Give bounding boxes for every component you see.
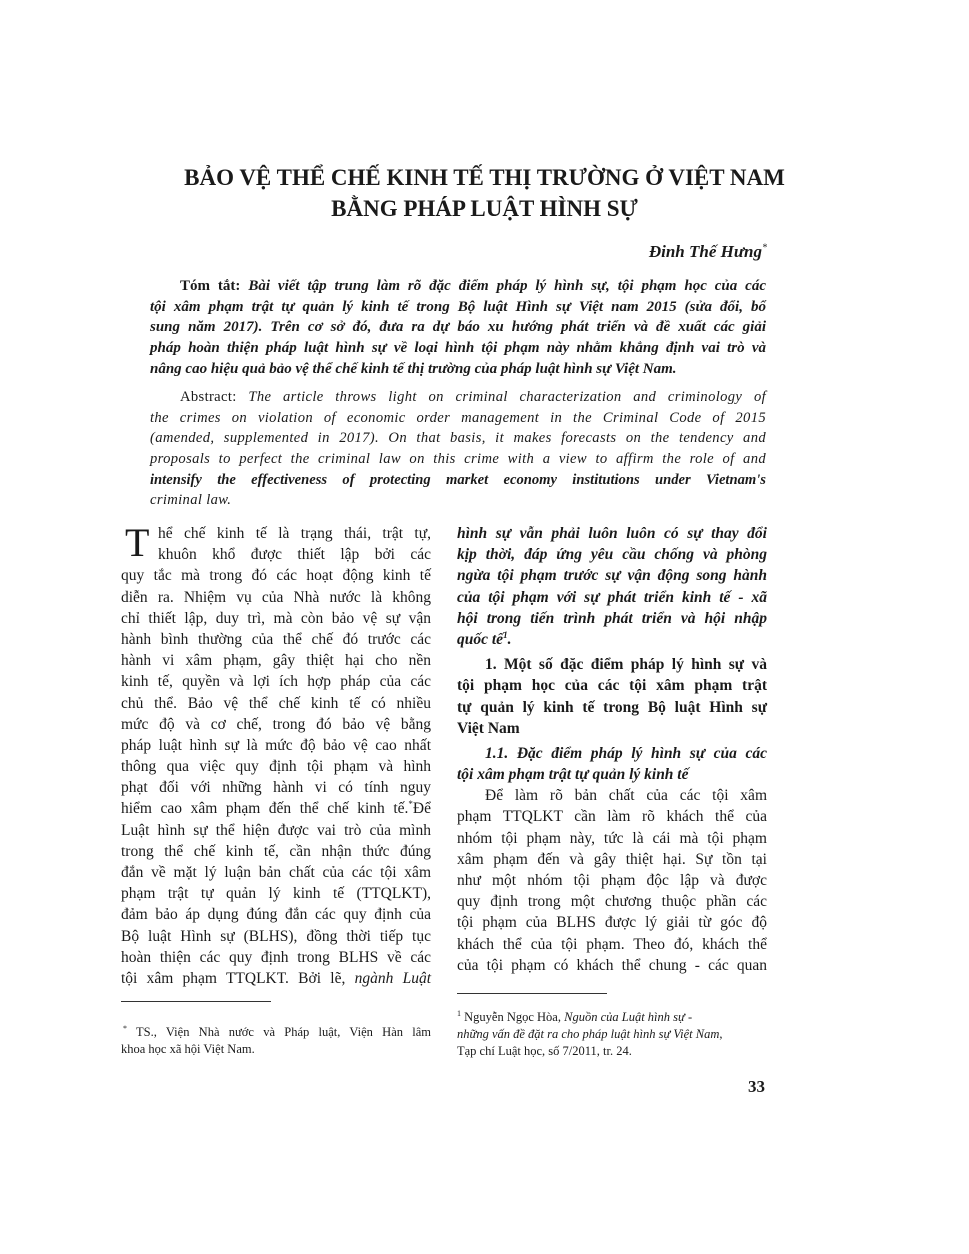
body-line: hiểm cao xâm phạm đến thể chế kinh tế.*Để bbox=[121, 799, 431, 818]
section-heading-1: Việt Nam bbox=[457, 719, 520, 737]
abstract-vn-line: sung năm 2017). Trên cơ sở đó, đưa ra dự báo xu hướng phát triển và đề xuất các giải bbox=[150, 319, 766, 336]
abstract-vn-label: Tóm tắt: bbox=[180, 278, 241, 294]
body-line: hành bình thường của thể chế đó trước các bbox=[121, 630, 431, 648]
body-line: hình sự vẫn phải luôn luôn có sự thay đổi bbox=[457, 525, 767, 542]
body-line: trong thể chế kinh tế, cần nhận thức đúng bbox=[121, 842, 431, 860]
body-line: kinh tế, quyền và lợi ích hợp pháp của các bbox=[121, 673, 431, 691]
body-line: chủ thể. Bảo vệ thể chế kinh tế có nhiều bbox=[121, 694, 431, 712]
abstract-vn-line: tội xâm phạm trật tự quản lý kinh tế trong Bộ luật Hình sự Việt nam 2015 (sửa đổi, bổ bbox=[150, 298, 766, 315]
body-line: phạm trật tự quản lý kinh tế (TTQLKT), bbox=[121, 885, 431, 903]
abstract-vn-line: nâng cao hiệu quả bảo vệ thể chế kinh tế thị trường của pháp luật hình sự Việt Nam. bbox=[150, 360, 677, 377]
footnote-ref-mark: * bbox=[408, 799, 413, 810]
body-line: đảm bảo áp dụng đúng đắn các quy định của bbox=[121, 906, 431, 924]
drop-cap: T bbox=[125, 520, 150, 565]
subsection-heading: tội xâm phạm trật tự quản lý kinh tế bbox=[457, 766, 689, 784]
body-line: của tội phạm có khách thể chung - các quan bbox=[457, 956, 767, 974]
body-line: diễn ra. Nhiệm vụ của Nhà nước là không bbox=[121, 588, 431, 606]
abstract-en-line: (amended, supplemented in 2017). On that basis, it makes forecasts on the tendency and bbox=[150, 430, 766, 447]
abstract-vn-line: Tóm tắt: Bài viết tập trung làm rõ đặc điểm pháp lý hình sự, tội phạm học của các bbox=[180, 278, 766, 294]
author bbox=[649, 242, 767, 262]
body-line: hoàn thiện các quy định trong BLHS về các bbox=[121, 948, 431, 966]
body-line: như một nhóm tội phạm độc lập và được bbox=[457, 872, 767, 889]
body-line: thông qua việc quy định tội phạm và hình bbox=[121, 758, 431, 776]
abstract-en-line: the crimes on violation of economic order management in the Criminal Code of 2015 bbox=[150, 409, 766, 426]
footnote-right: $^1$ Nguyễn Ngọc Hòa, Nguồn của Luật hình sự - những vấn đề đặt ra cho pháp luật hình sự Việt Nam, Tạp chí Luật học, số 7/2011, tr. 24. bbox=[457, 1009, 723, 1059]
section-heading-1: tự quản lý kinh tế trong Bộ luật Hình sự bbox=[457, 698, 767, 716]
footnote-ref-mark: 1 bbox=[503, 629, 508, 640]
body-line: phạt đối với những hành vi có tính nguy bbox=[121, 779, 431, 797]
body-line: kịp thời, đáp ứng yêu cầu chống và phòng bbox=[457, 546, 767, 564]
body-line: hành vi xâm phạm, gây thiệt hại cho nền bbox=[121, 652, 431, 670]
subsection-heading: 1.1. Đặc điểm pháp lý hình sự của các bbox=[485, 744, 767, 762]
body-line: hội trong tiến trình phát triển và hội nhập bbox=[457, 609, 767, 627]
body-line: xâm phạm đến và gây thiệt hại. Sự tồn tại bbox=[457, 850, 767, 868]
footnote-mark: 1 bbox=[457, 1009, 461, 1018]
body-line: tội phạm của BLHS được lý giải từ góc độ bbox=[457, 914, 767, 932]
body-line: Bộ luật Hình sự (BLHS), đồng thời tiếp tục bbox=[121, 927, 431, 945]
body-line: tội xâm phạm TTQLKT. Bởi lẽ, ngành Luật bbox=[121, 969, 432, 987]
body-line: pháp luật hình sự là mức độ bảo vệ cao nhất bbox=[121, 736, 431, 754]
abstract-en-line: Abstract: The article throws light on criminal characterization and criminology of bbox=[180, 389, 767, 405]
page-number: 33 bbox=[748, 1077, 765, 1096]
right-column bbox=[457, 523, 767, 976]
footnote-mark: * bbox=[123, 1024, 127, 1033]
body-line: nhóm tội phạm này, tức là cái mà tội phạm bbox=[457, 829, 767, 847]
body-line: quy định trong một chương thuộc phần các bbox=[457, 893, 767, 911]
abstract-vn-line: pháp hoàn thiện pháp luật hình sự về loại hình tội phạm này nhằm khẳng định vai trò và bbox=[150, 340, 766, 357]
section-heading-1: tội phạm học của các tội xâm phạm trật bbox=[457, 677, 767, 695]
footnote-left: * TS., Viện Nhà nước và Pháp luật, Viện Hàn lâm khoa học xã hội Việt Nam. bbox=[121, 1024, 431, 1057]
body-line: Để làm rõ bản chất của các tội xâm bbox=[485, 787, 767, 805]
body-line: ngừa tội phạm trước sự vận động song hành bbox=[457, 567, 767, 585]
body-line: chỉ thiết lập, duy trì, mà còn bảo vệ sự vận bbox=[121, 609, 431, 627]
body-line: quốc tế$^1$. bbox=[457, 629, 512, 648]
abstract-english bbox=[150, 387, 766, 511]
footnote-rule-right bbox=[457, 993, 607, 994]
body-line: quy tắc mà trong đó các hoạt động kinh tế bbox=[121, 567, 431, 585]
body-line: phạm TTQLKT cần làm rõ khách thể của bbox=[457, 808, 767, 826]
abstract-en-line: criminal law. bbox=[150, 492, 232, 509]
title-line-2: BẰNG PHÁP LUẬT HÌNH SỰ bbox=[331, 196, 638, 221]
body-line: khuôn khổ được thiết lập bởi các bbox=[158, 546, 431, 564]
abstract-en-line: intensify the effectiveness of protecting market economy institutions under Vietnam's bbox=[150, 471, 766, 488]
body-line: khách thể của tội phạm. Theo đó, khách thể bbox=[457, 935, 767, 953]
section-heading-1: 1. Một số đặc điểm pháp lý hình sự và bbox=[485, 656, 767, 674]
body-line: Luật hình sự thể hiện được vai trò của mình bbox=[121, 821, 431, 839]
author-name: Đinh Thế Hưng bbox=[648, 242, 762, 261]
body-line: đắn về mặt lý luận bản chất của các tội xâm bbox=[121, 864, 431, 881]
abstract-en-line: proposals to perfect the criminal law on this crime with a view to affirm the role of and bbox=[150, 451, 766, 468]
abstract-en-label: Abstract: bbox=[180, 389, 237, 405]
abstract-vietnamese bbox=[150, 276, 766, 379]
footnote-rule-left bbox=[121, 1001, 271, 1002]
title-line-1: BẢO VỆ THỂ CHẾ KINH TẾ THỊ TRƯỜNG Ở VIỆT NAM bbox=[184, 165, 785, 190]
left-column bbox=[121, 520, 432, 989]
body-line: của tội phạm với sự phát triển kinh tế - xã bbox=[457, 588, 767, 606]
body-line: mức độ và cơ chế, trong đó bảo vệ bằng bbox=[121, 715, 431, 733]
body-line: hể chế kinh tế là trạng thái, trật tự, bbox=[158, 525, 431, 542]
article-title bbox=[120, 162, 849, 224]
author-footnote-mark: * bbox=[762, 242, 767, 254]
